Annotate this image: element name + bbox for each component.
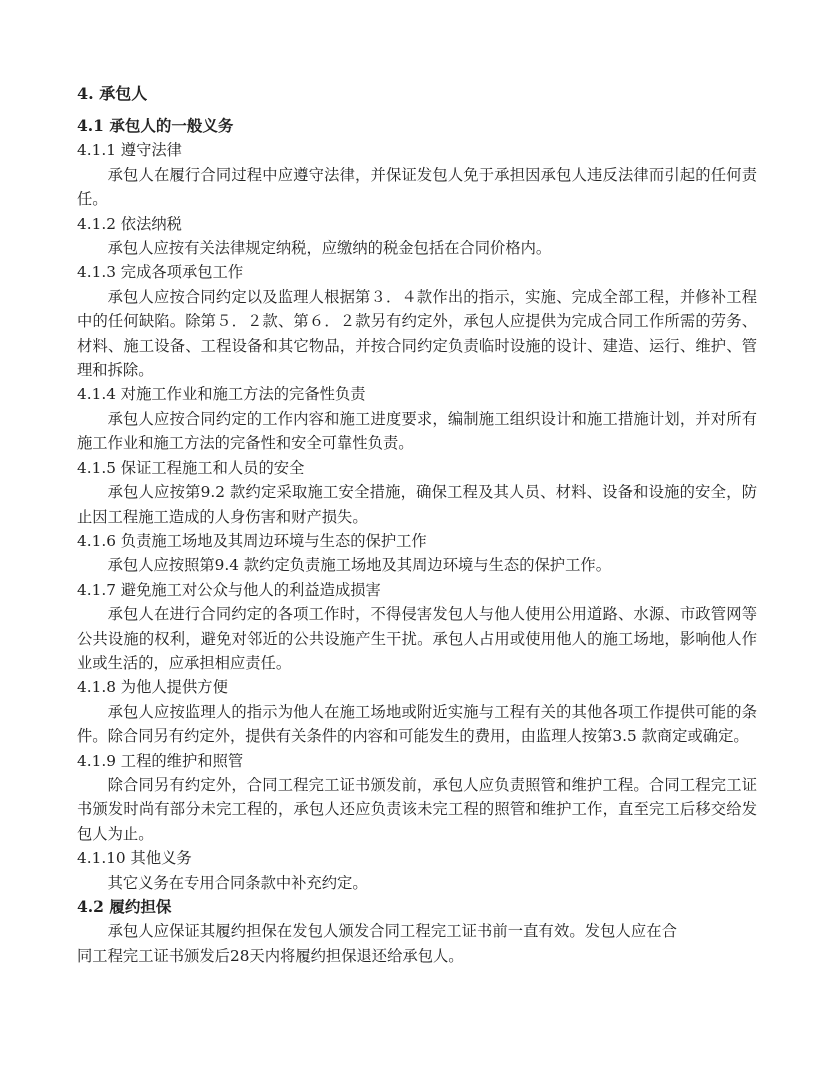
clause-heading: 4.1.8 为他人提供方便 [77,678,228,697]
clause [77,529,757,578]
clause-text: 承包人应按合同约定以及监理人根据第３．４款作出的指示，实施、完成全部工程，并修补工程中的任何缺陷。除第５．２款、第６．２款另有约定外，承包人应提供为完成合同工作所需的劳务、材料、施工设备、工程设备和其它物品，并按合同约定负责临时设施的设计、建造、运行、维护、管理和拆除。 [77,287,757,380]
clause-heading: 4.1.10 其他义务 [77,849,192,868]
clause-text: 承包人应按照第9.4 款约定负责施工场地及其周边环境与生态的保护工作。 [107,556,611,575]
clause [77,749,757,847]
clause [77,138,757,211]
clause-text: 承包人应按合同约定的工作内容和施工进度要求，编制施工组织设计和施工措施计划，并对所有施工作业和施工方法的完备性和安全可靠性负责。 [77,409,757,453]
document-page [77,82,757,968]
clause-heading: 4.1.4 对施工作业和施工方法的完备性负责 [77,385,366,404]
clause [77,578,757,676]
clause-heading: 4.1.3 完成各项承包工作 [77,263,244,282]
clause-heading: 4.1.6 负责施工场地及其周边环境与生态的保护工作 [77,531,427,550]
clause [77,456,757,529]
clause-heading: 4.1.2 依法纳税 [77,214,182,233]
clause-text: 承包人在进行合同约定的各项工作时，不得侵害发包人与他人使用公用道路、水源、市政管网等公共设施的权利，避免对邻近的公共设施产生干扰。承包人占用或使用他人的施工场地，影响他人作业或生活的，应承担相应责任。 [77,605,757,672]
clause-list [77,138,757,895]
clause [77,675,757,748]
clause [77,260,757,382]
clause [77,382,757,455]
chapter-title: 4. 承包人 [77,84,148,103]
clause-heading: 4.1.5 保证工程施工和人员的安全 [77,458,305,477]
clause-text: 除合同另有约定外，合同工程完工证书颁发前，承包人应负责照管和维护工程。合同工程完工证书颁发时尚有部分未完工程的，承包人还应负责该未完工程的照管和维护工作，直至完工后移交给发包人为止。 [77,775,757,843]
clause-text: 承包人应按有关法律规定纳税，应缴纳的税金包括在合同价格内。 [107,239,552,258]
clause-heading: 4.1.9 工程的维护和照管 [77,751,244,770]
clause-text: 承包人应按监理人的指示为他人在施工场地或附近实施与工程有关的其他各项工作提供可能的条件。除合同另有约定外，提供有关条件的内容和可能发生的费用，由监理人按第3.5 款商定或确定。 [77,702,757,746]
clause [77,212,757,261]
clause-heading: 4.1.7 避免施工对公众与他人的利益造成损害 [77,580,381,599]
clause-heading: 4.1.1 遵守法律 [77,141,182,160]
clause-text: 承包人在履行合同过程中应遵守法律，并保证发包人免于承担因承包人违反法律而引起的任何责任。 [77,165,757,209]
clause-text: 承包人应按第9.2 款约定采取施工安全措施，确保工程及其人员、材料、设备和设施的安全，防止因工程施工造成的人身伤害和财产损失。 [77,483,757,526]
clause-text: 其它义务在专用合同条款中补充约定。 [107,873,368,892]
section-heading-4-1: 4.1 承包人的一般义务 [77,116,234,135]
section-heading-4-2: 4.2 履约担保 [77,897,172,916]
section-text-4-2: 承包人应保证其履约担保在发包人颁发合同工程完工证书前一直有效。发包人应在合同工程完工证书颁发后28天内将履约担保退还给承包人。 [77,922,677,965]
clause [77,846,757,895]
